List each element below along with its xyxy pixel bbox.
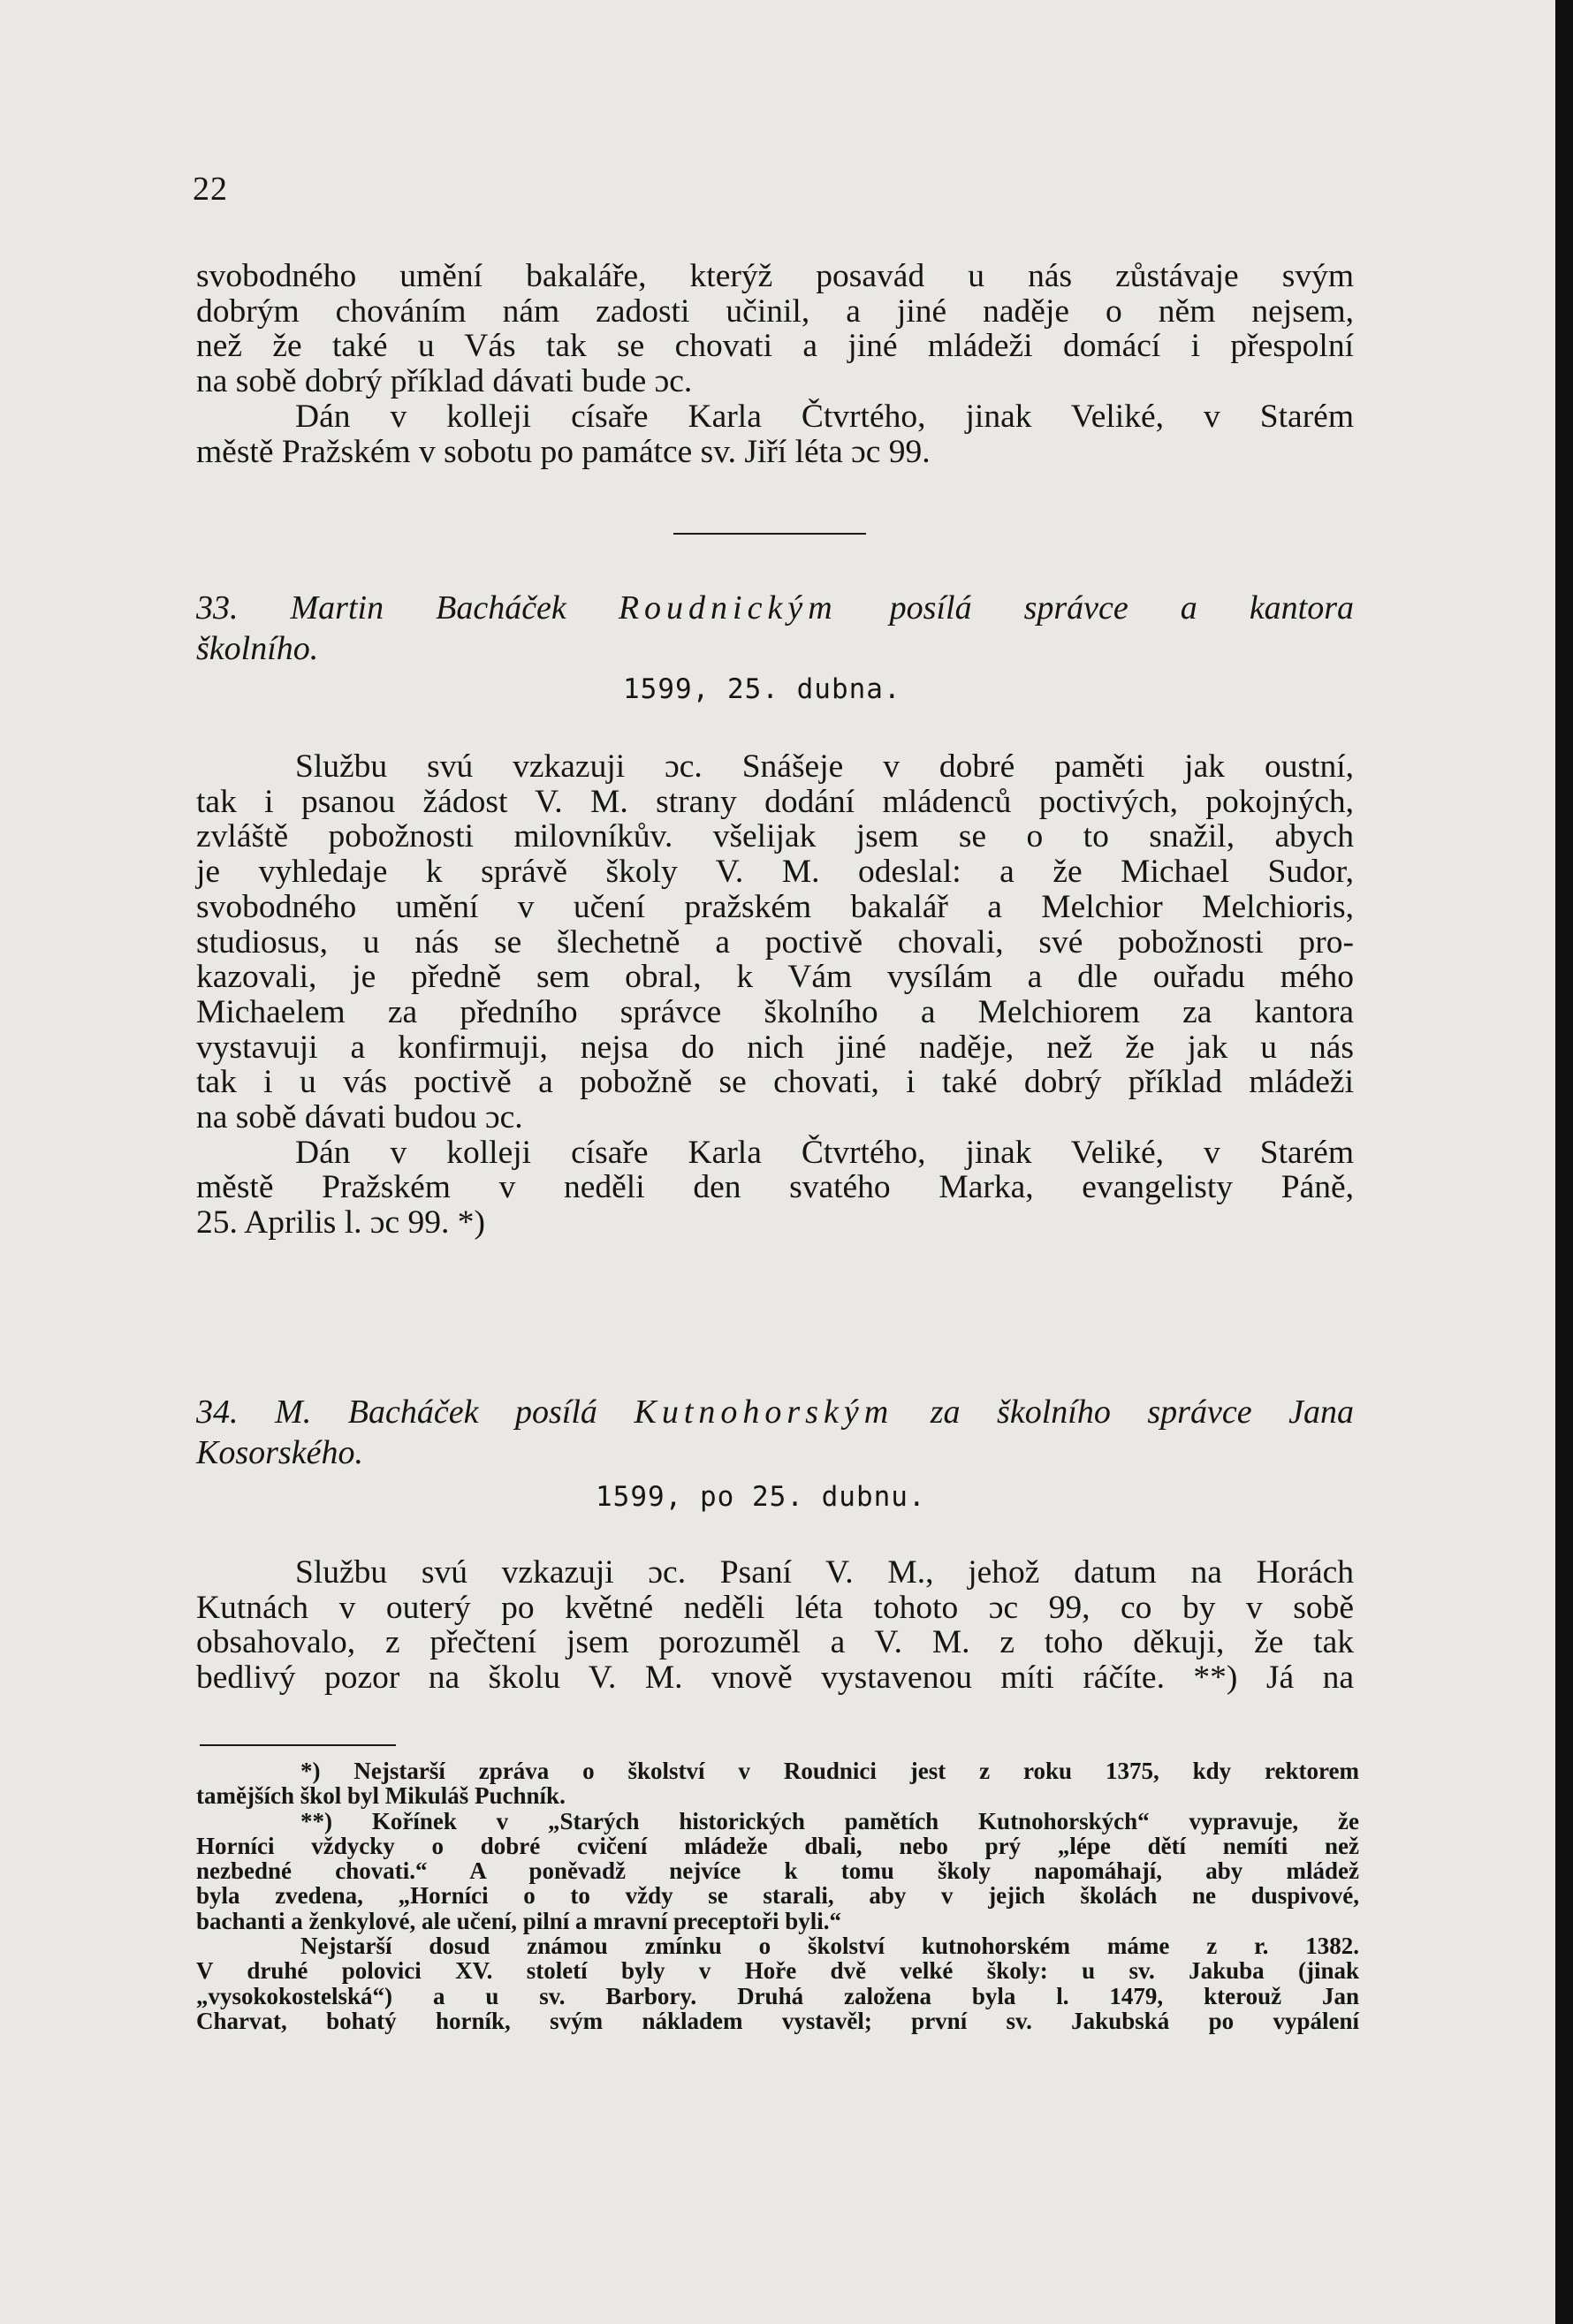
text-line: Kutnách v outerý po květné neděli léta tohoto ɔc 99, co by v sobě [196,1589,1354,1626]
text-line: je vyhledaje k správě školy V. M. odeslal: a že Michael Sudor, [196,854,1354,891]
text-line: Dán v kolleji císaře Karla Čtvrtého, jinak Veliké, v Starém [295,398,1354,435]
footnote-line: „vysokokostelská“) a u sv. Barbory. Druhá založena byla l. 1479, kterouž Jan [196,1982,1359,2009]
footnote-line: **) Kořínek v „Starých historických pamětích Kutnohorských“ vypravuje, že [300,1807,1359,1834]
heading-text: Martin Bacháček [290,589,566,627]
letter-33-heading [196,588,1354,669]
page-number: 22 [193,171,228,208]
text-line: než že také u Vás tak se chovati a jiné mládeži domácí i přespolní [196,328,1354,365]
footnote-line: V druhé polovici XV. století byly v Hoře dvě velké školy: u sv. Jakuba (jinak [196,1957,1359,1985]
text-line: na sobě dobrý příklad dávati bude ɔc. [196,363,693,400]
heading-line: Kosorského. [196,1434,363,1471]
letter-number: 34. [196,1394,239,1431]
text-line: Službu svú vzkazuji ɔc. Snášeje v dobré paměti jak oustní, [295,748,1354,785]
letter-33-body [196,749,1354,1241]
footnote-divider [200,1744,396,1746]
heading-spaced-text: Roudnickým [618,589,838,627]
text-line: dobrým chováním nám zadosti učinil, a jiné naděje o něm nejsem, [196,292,1354,330]
section-divider [673,533,866,535]
text-line: na sobě dávati budou ɔc. [196,1099,523,1136]
text-line: Dán v kolleji císaře Karla Čtvrtého, jinak Veliké, v Starém [295,1134,1354,1171]
heading-line [196,588,1354,628]
text-line: svobodného umění v učení pražském bakalář a Melchior Melchioris, [196,888,1354,925]
heading-text: posílá správce a kantora [889,589,1355,627]
footnote-line: *) Nejstarší zpráva o školství v Roudnici jest z roku 1375, kdy rektorem [300,1758,1359,1784]
text-line: obsahovalo, z přečtení jsem porozuměl a V. M. z toho děkuji, že tak [196,1624,1354,1661]
footnote-line: tamějších škol byl Mikuláš Puchník. [196,1782,566,1810]
text-line: tak i psanou žádost V. M. strany dodání mládenců poctivých, pokojných, [196,783,1354,820]
heading-line: školního. [196,630,319,667]
text-line: studiosus, u nás se šlechetně a poctivě chovali, své pobožnosti pro- [196,923,1354,961]
footnote [196,1933,1359,2033]
text-line: bedlivý pozor na školu V. M. vnově vystavenou míti ráčíte. **) Já na [196,1659,1354,1697]
footnote-line: nezbedné chovati.“ A poněvadž nejvíce k tomu školy napomáhají, aby mládež [196,1857,1359,1885]
footnotes [196,1758,1359,2033]
footnote-line: byla zvedena, „Horníci o to vždy se starali, aby v jejich školách ne duspivové, [196,1882,1359,1910]
letter-date: 1599, 25. dubna. [623,673,901,705]
letter-34-body [196,1555,1354,1696]
heading-spaced-text: Kutnohorským [634,1394,894,1431]
letter-paragraph [196,1555,1354,1696]
text-line: zvláště pobožnosti milovníkův. všelijak jsem se o to snažil, abych [196,818,1354,855]
text-line: tak i u vás poctivě a pobožně se chovati, i také dobrý příklad mládeži [196,1064,1354,1101]
letter-34-heading [196,1392,1354,1473]
footnote [196,1758,1359,1809]
footnote-line: bachanti a ženkylové, ale učení, pilní a mravní preceptoři byli.“ [196,1907,842,1934]
letter-heading [196,1392,1354,1473]
footnote-line: Nejstarší dosud známou zmínku o školství kutnohorském máme z r. 1382. [300,1933,1359,1960]
text-line: vystavuji a konfirmuji, nejsa do nich jiné naděje, než že jak u nás [196,1029,1354,1066]
footnote [196,1809,1359,1933]
letter-paragraph [196,749,1354,1135]
intro-closing-paragraph [196,399,1354,469]
text-line: městě Pražském v sobotu po památce sv. Jiří léta ɔc 99. [196,433,931,470]
heading-text: M. Bacháček posílá [275,1394,597,1431]
text-line: kazovali, je předně sem obral, k Vám vysílám a dle ouřadu mého [196,959,1354,996]
page-scan-edge [1555,0,1573,2324]
text-line: Michaelem za předního správce školního a Melchiorem za kantora [196,993,1354,1030]
letter-date: 1599, po 25. dubnu. [596,1481,926,1513]
text-line: Službu svú vzkazuji ɔc. Psaní V. M., jehož datum na Horách [295,1554,1354,1591]
footnote-line: Horníci vždycky o dobré cvičení mládeže dbali, nebo prý „lépe dětí nemíti než [196,1832,1359,1859]
letter-closing-paragraph [196,1135,1354,1241]
text-line: 25. Aprilis l. ɔc 99. *) [196,1204,486,1242]
letter-number: 33. [196,589,239,627]
intro-text-block [196,259,1354,469]
intro-paragraph [196,259,1354,399]
heading-line [196,1392,1354,1432]
footnote-line: Charvat, bohatý horník, svým nákladem vystavěl; první sv. Jakubská po vypálení [196,2007,1359,2034]
text-line: svobodného umění bakaláře, kterýž posavád u nás zůstávaje svým [196,258,1354,294]
heading-text: za školního správce Jana [930,1394,1354,1431]
letter-heading [196,588,1354,669]
text-line: městě Pražském v neděli den svatého Marka, evangelisty Páně, [196,1169,1354,1206]
